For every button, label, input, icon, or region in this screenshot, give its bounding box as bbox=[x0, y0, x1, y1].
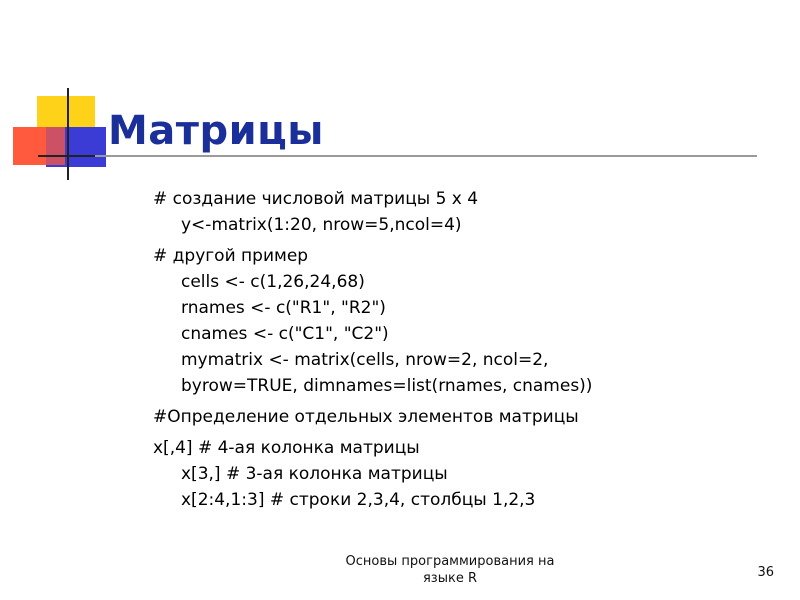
footer-line: языке R bbox=[422, 571, 477, 586]
footer-line: Основы программирования на bbox=[345, 554, 555, 569]
code-line: x[2:4,1:3] # строки 2,3,4, столбцы 1,2,3 bbox=[181, 490, 536, 510]
title-decoration bbox=[0, 0, 110, 190]
title-underline bbox=[95, 155, 757, 157]
code-line: x[,4] # 4-ая колонка матрицы bbox=[153, 438, 420, 458]
code-line: y<-matrix(1:20, nrow=5,ncol=4) bbox=[181, 215, 462, 235]
code-line: byrow=TRUE, dimnames=list(rnames, cnames)) bbox=[181, 376, 593, 396]
code-line: x[3,] # 3-ая колонка матрицы bbox=[181, 464, 448, 484]
code-line: rnames <- c("R1", "R2") bbox=[181, 298, 386, 318]
slide-title: Матрицы bbox=[108, 108, 324, 154]
overlap-square bbox=[46, 127, 65, 165]
page-number: 36 bbox=[757, 565, 774, 580]
code-line: #Определение отдельных элементов матрицы bbox=[153, 407, 579, 427]
vertical-rule bbox=[67, 88, 69, 180]
code-line: cells <- c(1,26,24,68) bbox=[181, 272, 365, 292]
slide-content bbox=[153, 186, 773, 513]
code-line: mymatrix <- matrix(cells, nrow=2, ncol=2, bbox=[181, 350, 549, 370]
slide-footer bbox=[320, 553, 580, 587]
code-line: # другой пример bbox=[153, 246, 309, 266]
code-line: cnames <- c("C1", "C2") bbox=[181, 324, 389, 344]
code-line: # создание числовой матрицы 5 x 4 bbox=[153, 189, 479, 209]
